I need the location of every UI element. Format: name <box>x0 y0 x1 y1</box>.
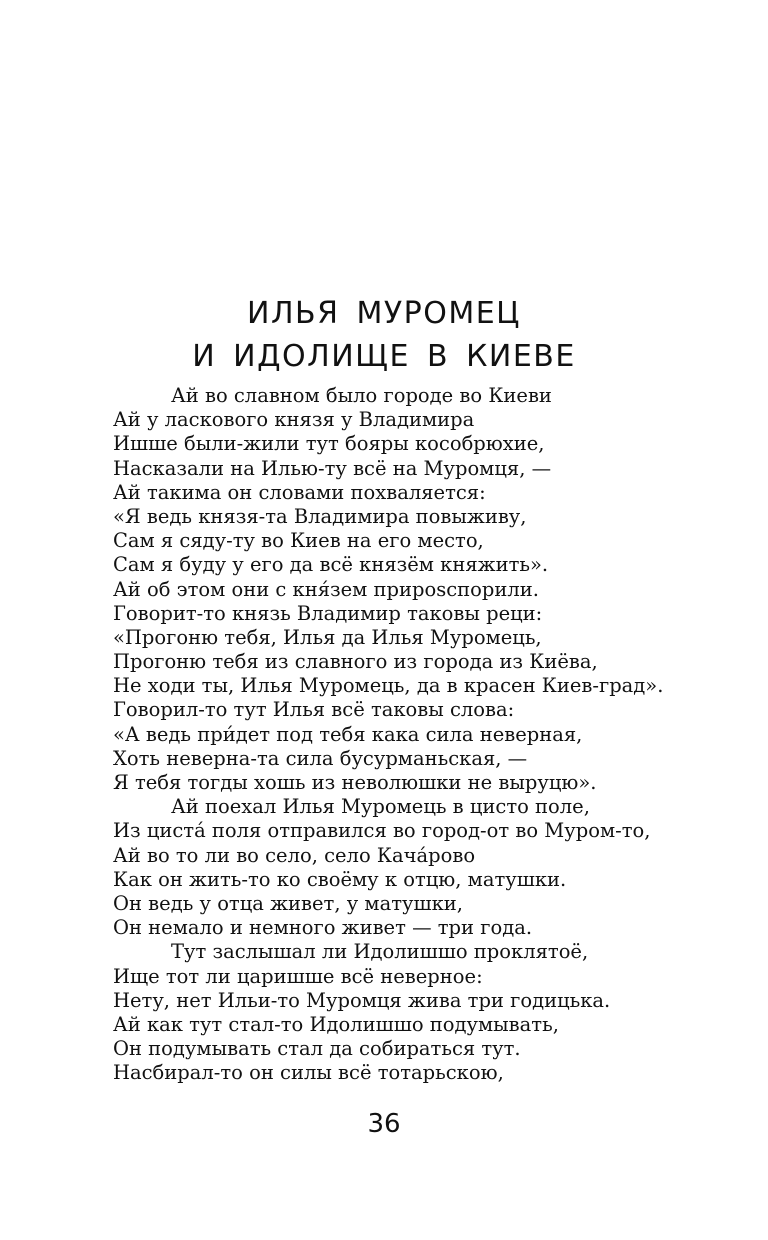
poem-text <box>113 384 733 1085</box>
poem-line: Я тебя тогды хошь из неволюшки не выруцю». <box>113 771 597 794</box>
poem-line: «Я ведь князя-та Владимира повыживу, <box>113 504 527 528</box>
title-line-2: И ИДОЛИЩЕ В КИЕВЕ <box>192 339 576 374</box>
poem-line: «Прогоню тебя, Илья да Илья Муромець, <box>113 625 542 649</box>
poem-line: Говорит-то князь Владимир таковы реци: <box>113 601 543 625</box>
poem-line: Как он жить-то ко своёму к отцю, матушки. <box>113 867 567 891</box>
poem-line: Хоть неверна-та сила бусурманьская, — <box>113 746 528 770</box>
poem-line: Ай у ласкового князя у Владимира <box>113 408 475 432</box>
poem-line: Ай во то ли во село, село Кача́рово <box>113 843 476 867</box>
poem-line: Сам я сяду-ту во Киев на его место, <box>113 529 484 553</box>
poem-line: Он немало и немного живет — три года. <box>113 916 533 940</box>
poem-line: Из циста́ поля отправился во город-от во Муром-то, <box>113 819 651 843</box>
poem-line: Он подумывать стал да собираться тут. <box>113 1037 521 1061</box>
poem-line: Ай поехал Илья Муромець в цисто поле, <box>171 795 590 819</box>
poem-line: «А ведь при́дет под тебя кака сила неверная, <box>113 722 583 746</box>
poem-line: Ай во славном было городе во Киеви <box>171 384 552 407</box>
poem-line: Тут заслышал ли Идолишшо проклятоё, <box>171 940 589 964</box>
poem-line: Не ходи ты, Илья Муромець, да в красен Киев-град». <box>113 674 664 698</box>
poem-line: Насбирал-то он силы всё тотарьскою, <box>113 1061 504 1085</box>
poem-line: Ище тот ли царишше всё неверное: <box>113 964 483 988</box>
poem-line: Ай об этом они с кня́зем прирosспорили. <box>113 577 539 601</box>
poem-line: Прогоню тебя из славного из города из Киёва, <box>113 650 598 674</box>
page-number: 36 <box>367 1109 401 1139</box>
poem-line: Ишше были-жили тут бояры кособрюхие, <box>113 432 545 456</box>
poem-line: Ай такима он словами похваляется: <box>113 480 486 504</box>
poem-line: Он ведь у отца живет, у матушки, <box>113 891 463 915</box>
poem-line: Насказали на Илью-ту всё на Муромця, — <box>113 456 552 480</box>
poem-line: Ай как тут стал-то Идолишшо подумывать, <box>113 1012 559 1036</box>
title-line-1: ИЛЬЯ МУРОМЕЦ <box>247 296 521 331</box>
poem-line: Говорил-то тут Илья всё таковы слова: <box>113 698 515 722</box>
poem-line: Сам я буду у его да всё князём княжить». <box>113 553 549 577</box>
poem-line: Нету, нет Ильи-то Муромця жива три годицька. <box>113 988 611 1012</box>
